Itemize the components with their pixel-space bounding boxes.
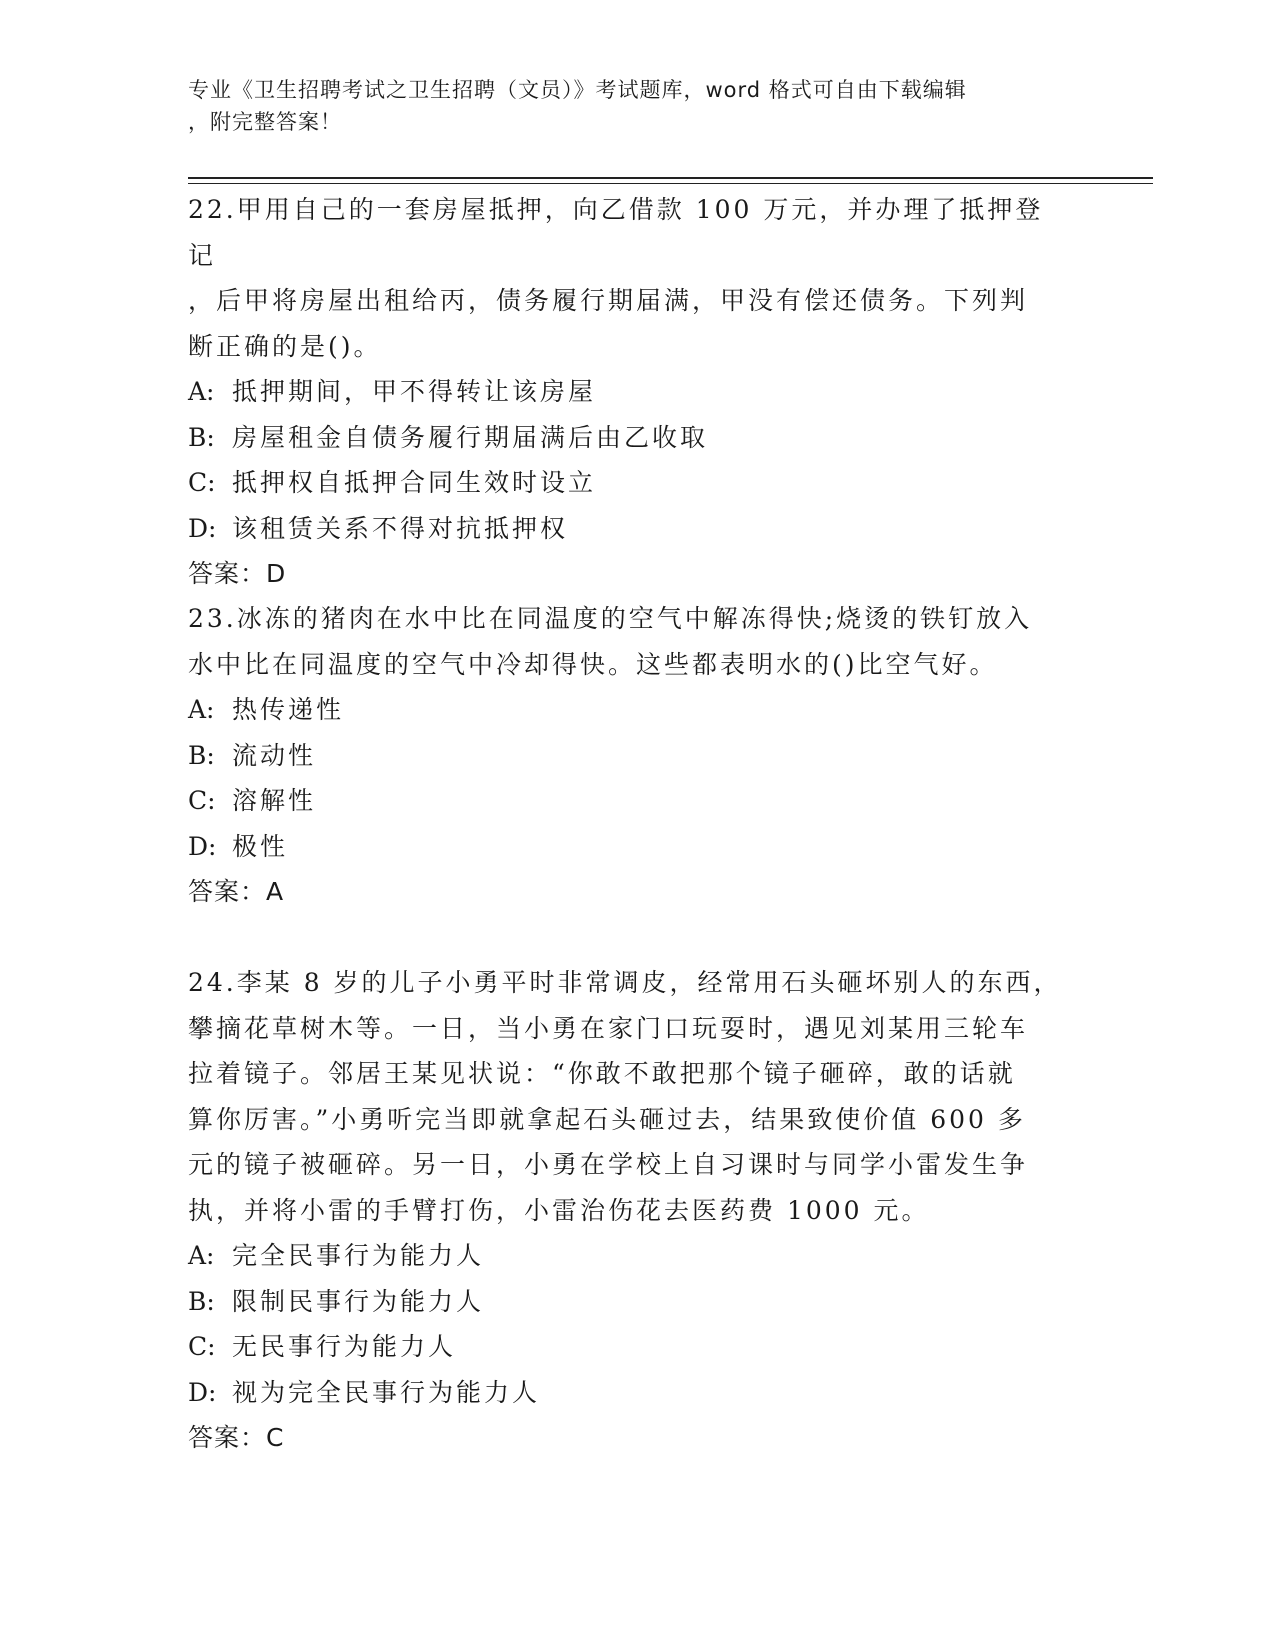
option-a	[188, 1233, 1068, 1279]
option-b	[188, 415, 1068, 461]
option-letter: C:	[188, 786, 216, 815]
option-a	[188, 687, 1068, 733]
option-letter: D:	[188, 513, 217, 543]
answer-line: 答案：D	[188, 559, 287, 588]
option-text: 房屋租金自债务履行期届满后由乙收取	[232, 422, 709, 452]
question-stem-line: 断正确的是()。	[188, 331, 382, 361]
question-23	[188, 596, 1068, 915]
option-text: 抵押权自抵押合同生效时设立	[232, 468, 597, 497]
option-d	[188, 506, 1068, 552]
question-stem-line: 水中比在同温度的空气中冷却得快。这些都表明水的()比空气好。	[188, 649, 998, 679]
option-c	[188, 1324, 1068, 1370]
option-letter: D:	[188, 831, 217, 861]
option-text: 流动性	[232, 740, 317, 770]
question-stem-line: 攀摘花草树木等。一日，当小勇在家门口玩耍时，遇见刘某用三轮车	[188, 1013, 1029, 1043]
header-divider-thick	[188, 177, 1153, 179]
option-c	[188, 778, 1068, 824]
option-text: 视为完全民事行为能力人	[232, 1377, 541, 1407]
option-text: 极性	[232, 831, 289, 861]
header-line-1: 专业《卫生招聘考试之卫生招聘（文员）》考试题库，word 格式可自由下载编辑	[188, 78, 967, 102]
question-stem-line: 元的镜子被砸碎。另一日，小勇在学校上自习课时与同学小雷发生争	[188, 1150, 1029, 1179]
question-stem-line: 执，并将小雷的手臂打伤，小雷治伤花去医药费 1000 元。	[188, 1195, 930, 1225]
question-stem-line: 24.李某 8 岁的儿子小勇平时非常调皮，经常用石头砸坏别人的东西，	[188, 968, 1062, 997]
question-stem-line: ，后甲将房屋出租给丙，债务履行期届满，甲没有偿还债务。下列判	[188, 286, 1029, 315]
option-text: 热传递性	[232, 695, 345, 724]
option-text: 抵押期间，甲不得转让该房屋	[232, 377, 597, 406]
option-letter: B:	[188, 422, 215, 452]
option-text: 溶解性	[232, 786, 317, 815]
question-stem-line: 拉着镜子。邻居王某见状说：“你敢不敢把那个镜子砸碎，敢的话就	[188, 1059, 1016, 1088]
option-letter: A:	[188, 1241, 215, 1270]
question-stem-line: 算你厉害。”小勇听完当即就拿起石头砸过去，结果致使价值 600 多	[188, 1104, 1026, 1134]
option-d	[188, 824, 1068, 870]
option-letter: C:	[188, 468, 216, 497]
answer-line: 答案：A	[188, 877, 285, 906]
option-text: 该租赁关系不得对抗抵押权	[232, 513, 569, 543]
option-text: 限制民事行为能力人	[232, 1286, 485, 1316]
question-stem-line: 23.冰冻的猪肉在水中比在同温度的空气中解冻得快;烧烫的铁钉放入	[188, 604, 1033, 633]
question-22	[188, 187, 1068, 597]
option-b	[188, 1279, 1068, 1325]
option-text: 无民事行为能力人	[232, 1332, 457, 1361]
option-letter: C:	[188, 1332, 216, 1361]
option-c	[188, 460, 1068, 506]
option-letter: D:	[188, 1377, 217, 1407]
question-stem-line: 22.甲用自己的一套房屋抵押，向乙借款 100 万元，并办理了抵押登记	[188, 195, 1044, 270]
option-d	[188, 1370, 1068, 1416]
option-letter: B:	[188, 740, 215, 770]
option-letter: A:	[188, 377, 215, 406]
option-b	[188, 733, 1068, 779]
option-letter: A:	[188, 695, 215, 724]
header-divider-thin	[188, 183, 1153, 184]
question-24	[188, 960, 1068, 1461]
header-line-2: ，附完整答案！	[188, 110, 342, 134]
answer-line: 答案：C	[188, 1423, 285, 1452]
option-letter: B:	[188, 1286, 215, 1316]
option-a	[188, 369, 1068, 415]
document-header	[188, 74, 1088, 138]
option-text: 完全民事行为能力人	[232, 1241, 485, 1270]
